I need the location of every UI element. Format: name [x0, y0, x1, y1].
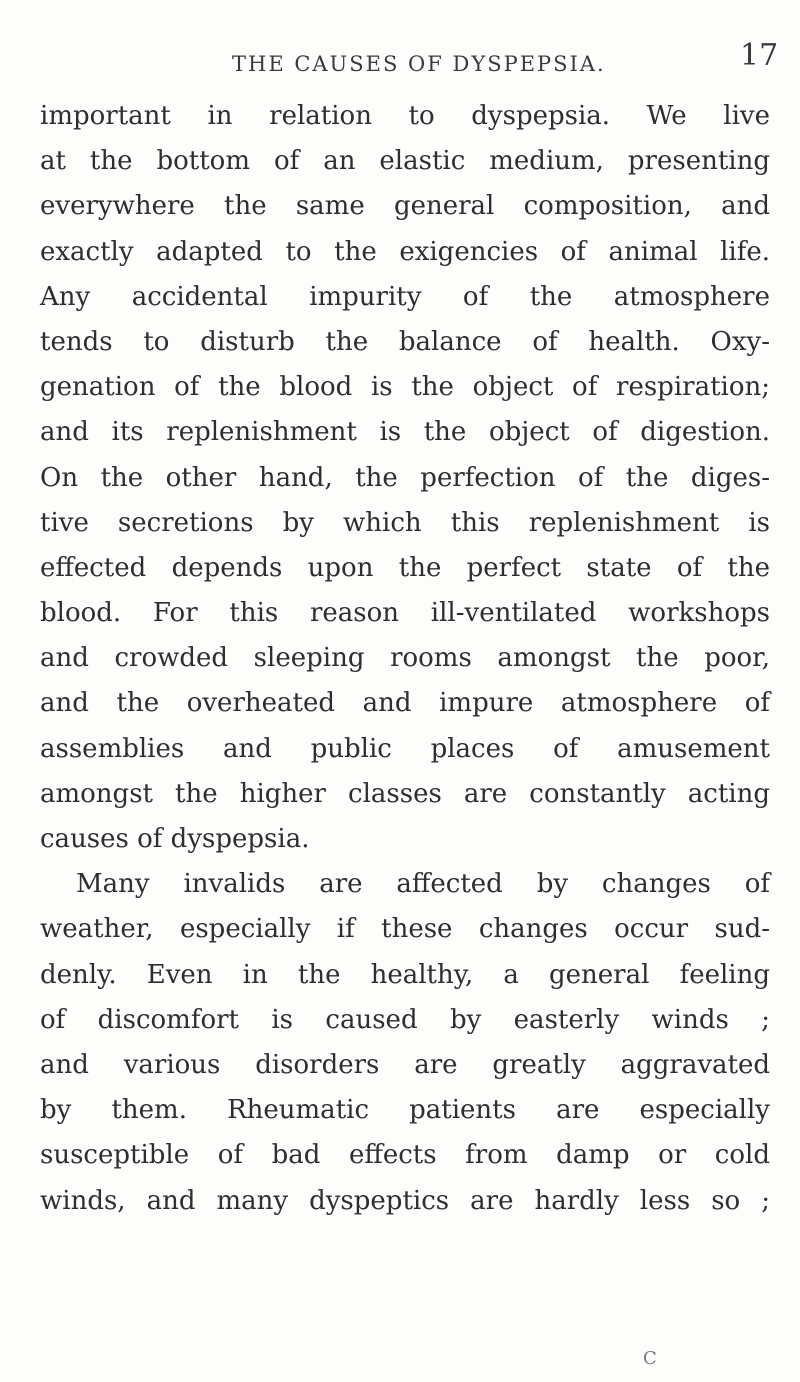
text-line: denly. Even in the healthy, a general feeling	[40, 959, 770, 990]
text-line: amongst the higher classes are constantly acting	[40, 778, 770, 809]
text-line: everywhere the same general composition, and	[40, 191, 770, 222]
text-line: assemblies and public places of amusement	[40, 733, 770, 764]
text-line: Any accidental impurity of the atmosphere	[40, 281, 770, 312]
text-line: important in relation to dyspepsia. We live	[40, 101, 770, 131]
paragraph-end-line: causes of dyspepsia.	[40, 824, 310, 854]
text-line: On the other hand, the perfection of the diges-	[40, 462, 770, 493]
text-line: genation of the blood is the object of respiration;	[40, 372, 770, 403]
text-line: tive secretions by which this replenishment is	[40, 507, 770, 538]
text-line: susceptible of bad effects from damp or cold	[40, 1140, 770, 1171]
text-line: and the overheated and impure atmosphere of	[40, 688, 770, 719]
page-number: 17	[740, 38, 779, 73]
text-line: of discomfort is caused by easterly winds ;	[40, 1004, 770, 1035]
text-line: and various disorders are greatly aggravated	[40, 1049, 770, 1080]
text-line: weather, especially if these changes occur sud-	[40, 914, 770, 945]
text-line: winds, and many dyspeptics are hardly less so ;	[40, 1185, 770, 1216]
text-line: by them. Rheumatic patients are especially	[40, 1095, 770, 1126]
text-line: at the bottom of an elastic medium, presenting	[40, 146, 770, 177]
text-line: and crowded sleeping rooms amongst the poor,	[40, 643, 770, 674]
text-line: and its replenishment is the object of digestion.	[40, 417, 770, 448]
paragraph-start-line: Many invalids are affected by changes of	[76, 869, 770, 900]
running-title: THE CAUSES OF DYSPEPSIA.	[232, 52, 606, 76]
signature-mark: C	[643, 1348, 657, 1369]
text-line: exactly adapted to the exigencies of animal life.	[40, 236, 770, 267]
text-line: effected depends upon the perfect state of the	[40, 552, 770, 583]
text-line: blood. For this reason ill-ventilated workshops	[40, 598, 770, 629]
body-text	[40, 94, 770, 1224]
text-line: tends to disturb the balance of health. Oxy-	[40, 326, 770, 357]
